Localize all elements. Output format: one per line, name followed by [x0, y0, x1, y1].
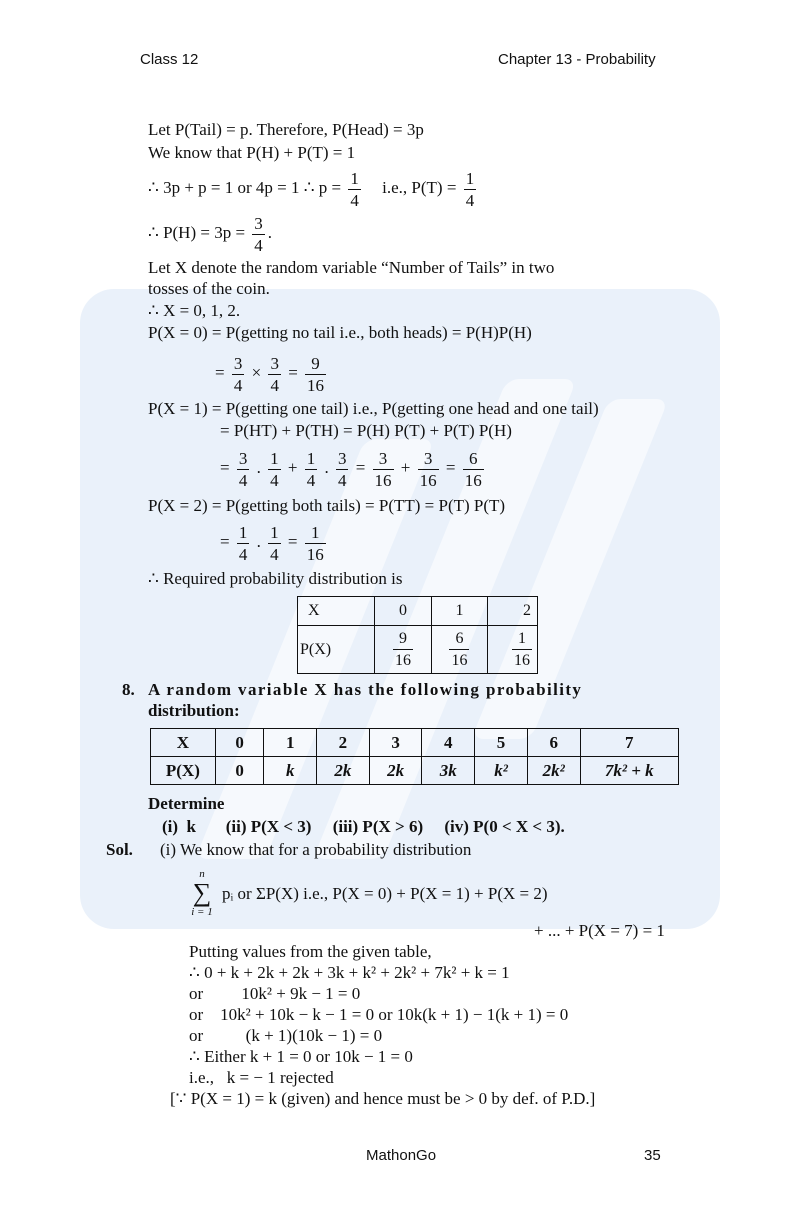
fraction: $\frac{1}{4}$ — [306, 448, 316, 490]
text-line: i.e., k = − 1 rejected — [189, 1068, 334, 1087]
table-cell: P(X) — [298, 626, 375, 674]
header-class: Class 12 — [140, 51, 199, 68]
equation-line: ∴ P(H) = 3p = $\frac{3}{4}$ . — [148, 213, 273, 255]
table-cell: 3 — [369, 729, 422, 757]
fraction: $\frac{3}{4}$ — [254, 213, 263, 255]
table-cell: k² — [475, 757, 528, 785]
table-cell: X — [151, 729, 216, 757]
table-cell: 5 — [475, 729, 528, 757]
equation-line — [148, 167, 479, 211]
table-cell: 1 — [431, 597, 487, 626]
table-cell: 3k — [422, 757, 475, 785]
table-cell: 2 — [488, 597, 538, 626]
fraction: $\frac{3}{16}$ — [374, 448, 392, 490]
fraction: $\frac{3}{4}$ — [337, 448, 347, 490]
table-cell: 2k² — [527, 757, 580, 785]
text-line: Let X denote the random variable “Number of Tails” in two — [148, 258, 555, 277]
table-row — [151, 729, 679, 757]
summation-symbol: n ∑ i = 1 — [191, 868, 213, 918]
table-cell: 2 — [317, 729, 370, 757]
text-line: pᵢ or ΣP(X) i.e., P(X = 0) + P(X = 1) + P(X = 2) — [222, 884, 548, 903]
table-cell: 2k — [317, 757, 370, 785]
table-cell: 7k² + k — [580, 757, 678, 785]
table-row — [298, 597, 538, 626]
text-line: (i) We know that for a probability distribution — [160, 840, 472, 859]
fraction: $\frac{6}{16}$ — [464, 448, 482, 490]
page-number: 35 — [644, 1147, 661, 1164]
text-line: or 10k² + 10k − k − 1 = 0 or 10k(k + 1) − 1(k + 1) = 0 — [189, 1005, 569, 1024]
text-line: + ... + P(X = 7) = 1 — [534, 921, 665, 940]
table-cell: $\frac{1}{16}$ — [488, 626, 538, 674]
probability-table — [297, 596, 538, 674]
question-text: distribution: — [148, 701, 240, 720]
table-cell: P(X) — [151, 757, 216, 785]
table-cell: k — [264, 757, 317, 785]
table-cell: $\frac{6}{16}$ — [431, 626, 487, 674]
table-cell: 0 — [215, 757, 264, 785]
fraction: $\frac{1}{4}$ — [465, 168, 475, 210]
equation-text: i.e., P(T) = — [382, 178, 457, 197]
text-line: ∴ 0 + k + 2k + 2k + 3k + k² + 2k² + 7k² + k = 1 — [189, 963, 510, 982]
text-line: P(X = 1) = P(getting one tail) i.e., P(getting one head and one tail) — [148, 399, 599, 418]
fraction: $\frac{1}{4}$ — [238, 522, 248, 564]
question-number: 8. — [122, 680, 135, 699]
solution-label: Sol. — [106, 840, 133, 859]
fraction: $\frac{1}{16}$ — [306, 522, 324, 564]
table-cell: 6 — [527, 729, 580, 757]
table-cell: 2k — [369, 757, 422, 785]
fraction: $\frac{3}{4}$ — [233, 353, 243, 395]
text-line: Let P(Tail) = p. Therefore, P(Head) = 3p — [148, 120, 424, 139]
table-cell: $\frac{9}{16}$ — [375, 626, 431, 674]
fraction: $\frac{1}{4}$ — [270, 522, 279, 564]
fraction: $\frac{3}{4}$ — [270, 353, 279, 395]
text-line: P(X = 0) = P(getting no tail i.e., both heads) = P(H)P(H) — [148, 323, 532, 342]
text-line: P(X = 2) = P(getting both tails) = P(TT) = P(T) P(T) — [148, 496, 506, 515]
text-line: Putting values from the given table, — [189, 942, 432, 961]
question-text: A random variable X has the following probability — [148, 680, 583, 699]
equation-text: ∴ P(H) = 3p = — [148, 223, 246, 242]
equation-line: = $\frac{3}{4}$ . $\frac{1}{4}$ + $\frac{1}{4}$ . $\frac{3}{4}$ = $\frac{3}{16}$ + $\frac{3}{16}$ = $\frac{6}{16}$ — [220, 448, 482, 490]
fraction: $\frac{9}{16}$ — [307, 353, 325, 395]
text-line: ∴ X = 0, 1, 2. — [148, 301, 241, 320]
fraction: $\frac{3}{16}$ — [419, 448, 437, 490]
table-cell: X — [298, 597, 375, 626]
text-line: tosses of the coin. — [148, 279, 270, 298]
text-line: We know that P(H) + P(T) = 1 — [148, 143, 356, 162]
table-row — [298, 626, 538, 674]
equation-text: ∴ 3p + p = 1 or 4p = 1 ∴ p = — [148, 178, 342, 197]
text-line: [∵ P(X = 1) = k (given) and hence must be > 0 by def. of P.D.] — [170, 1089, 596, 1108]
equation-line: = $\frac{1}{4}$ . $\frac{1}{4}$ = $\frac{1}{16}$ — [220, 522, 324, 564]
table-cell: 1 — [264, 729, 317, 757]
text-line: = P(HT) + P(TH) = P(H) P(T) + P(T) P(H) — [220, 421, 512, 440]
fraction: $\frac{1}{4}$ — [270, 448, 279, 490]
text-line: ∴ Either k + 1 = 0 or 10k − 1 = 0 — [189, 1047, 413, 1066]
fraction: $\frac{1}{4}$ — [350, 168, 359, 210]
equation-line: = $\frac{3}{4}$ × $\frac{3}{4}$ = $\frac{9}{16}$ — [215, 353, 325, 395]
header-chapter: Chapter 13 - Probability — [498, 51, 656, 68]
fraction: $\frac{3}{4}$ — [238, 448, 248, 490]
table-cell: 0 — [215, 729, 264, 757]
table-cell: 0 — [375, 597, 431, 626]
text-line: or 10k² + 9k − 1 = 0 — [189, 984, 361, 1003]
question-parts: (i) k (ii) P(X < 3) (iii) P(X > 6) (iv) P(0 < X < 3). — [162, 817, 565, 836]
text-line: or (k + 1)(10k − 1) = 0 — [189, 1026, 383, 1045]
determine-label: Determine — [148, 794, 225, 813]
footer-brand: MathonGo — [366, 1147, 437, 1164]
distribution-table — [150, 728, 679, 785]
table-row — [151, 757, 679, 785]
text-line: ∴ Required probability distribution is — [148, 569, 403, 588]
table-cell: 4 — [422, 729, 475, 757]
table-cell: 7 — [580, 729, 678, 757]
